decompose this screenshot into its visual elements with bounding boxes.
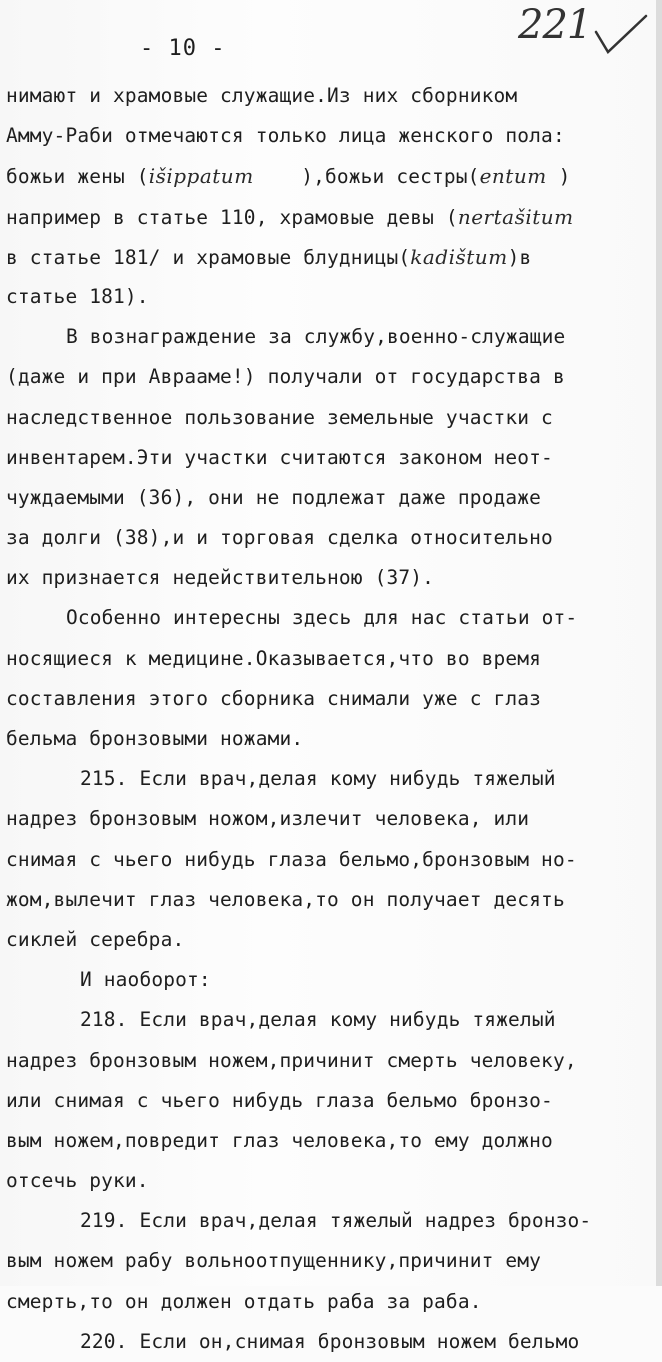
text-line: вым ножем,повредит глаз человека,то ему должно bbox=[6, 1128, 553, 1152]
text-line: (даже и при Аврааме!) получали от государства в bbox=[6, 365, 565, 389]
text-line: надрез бронзовым ножом,излечит человека, или bbox=[6, 807, 530, 831]
text-line: 218. Если врач,делая кому нибудь тяжелый bbox=[80, 1008, 556, 1032]
text-fragment: ),божьи сестры( bbox=[301, 165, 480, 189]
text-line: надрез бронзовым ножем,причинит смерть человеку, bbox=[6, 1048, 577, 1072]
text-line: или снимая с чьего нибудь глаза бельмо бронзо- bbox=[6, 1088, 553, 1112]
text-fragment: )в bbox=[507, 245, 532, 269]
text-line: В вознаграждение за службу,военно-служащие bbox=[66, 325, 566, 349]
scan-edge bbox=[656, 0, 662, 1286]
text-line: за долги (38),и и торговая сделка относительно bbox=[6, 526, 553, 550]
document-body bbox=[6, 76, 646, 1362]
text-line: 219. Если врач,делая тяжелый надрез бронзо- bbox=[80, 1209, 592, 1233]
text-fragment: божьи жены ( bbox=[6, 165, 149, 189]
text-line: отсечь руки. bbox=[6, 1169, 149, 1193]
text-line: 220. Если он,снимая бронзовым ножем бельмо bbox=[80, 1329, 580, 1353]
text-line: божьи жены (išippatum ),божьи сестры(entum ) bbox=[6, 164, 571, 189]
text-line bbox=[6, 237, 646, 277]
text-line: вым ножем рабу вольноотпущеннику,причинит ему bbox=[6, 1249, 542, 1273]
text-line: 215. Если врач,делая кому нибудь тяжелый bbox=[80, 767, 556, 791]
text-line: жом,вылечит глаз человека,то он получает десять bbox=[6, 887, 565, 911]
text-line: составления этого сборника снимали уже с глаз bbox=[6, 686, 542, 710]
text-line: нимают и храмовые служащие.Из них сборником bbox=[6, 84, 518, 107]
text-line: сиклей серебра. bbox=[6, 927, 185, 951]
handwritten-term: išippatum bbox=[148, 164, 254, 189]
text-line: смерть,то он должен отдать раба за раба. bbox=[6, 1289, 482, 1313]
text-line: снимая с чьего нибудь глаза бельмо,бронзовым но- bbox=[6, 847, 577, 871]
text-line: их признается недействительною (37). bbox=[6, 566, 435, 590]
handwritten-term: kadištum bbox=[410, 244, 508, 269]
handwritten-term: nertašitum bbox=[457, 204, 574, 229]
text-line: чуждаемыми (36), они не подлежат даже продаже bbox=[6, 485, 542, 509]
text-line: инвентарем.Эти участки считаются законом неот- bbox=[6, 445, 553, 469]
text-fragment: в статье 181/ и храмовые блудницы( bbox=[6, 245, 411, 269]
text-line: статье 181). bbox=[6, 284, 149, 308]
text-line: наследственное пользование земельные участки с bbox=[6, 405, 553, 429]
checkmark-icon bbox=[592, 12, 650, 56]
archive-number: 221 bbox=[518, 2, 592, 48]
text-line: носящиеся к медицине.Оказывается,что во время bbox=[6, 646, 542, 670]
text-line: Амму-Раби отмечаются только лица женского пола: bbox=[6, 124, 565, 148]
handwritten-term: entum bbox=[479, 164, 547, 189]
page-number: - 10 - bbox=[140, 36, 226, 61]
text-fragment: например в статье 110, храмовые девы ( bbox=[6, 205, 458, 229]
text-line: И наоборот: bbox=[80, 968, 211, 992]
text-line: Особенно интересны здесь для нас статьи от- bbox=[66, 606, 578, 630]
text-line bbox=[6, 197, 646, 237]
text-line: бельма бронзовыми ножами. bbox=[6, 727, 304, 750]
